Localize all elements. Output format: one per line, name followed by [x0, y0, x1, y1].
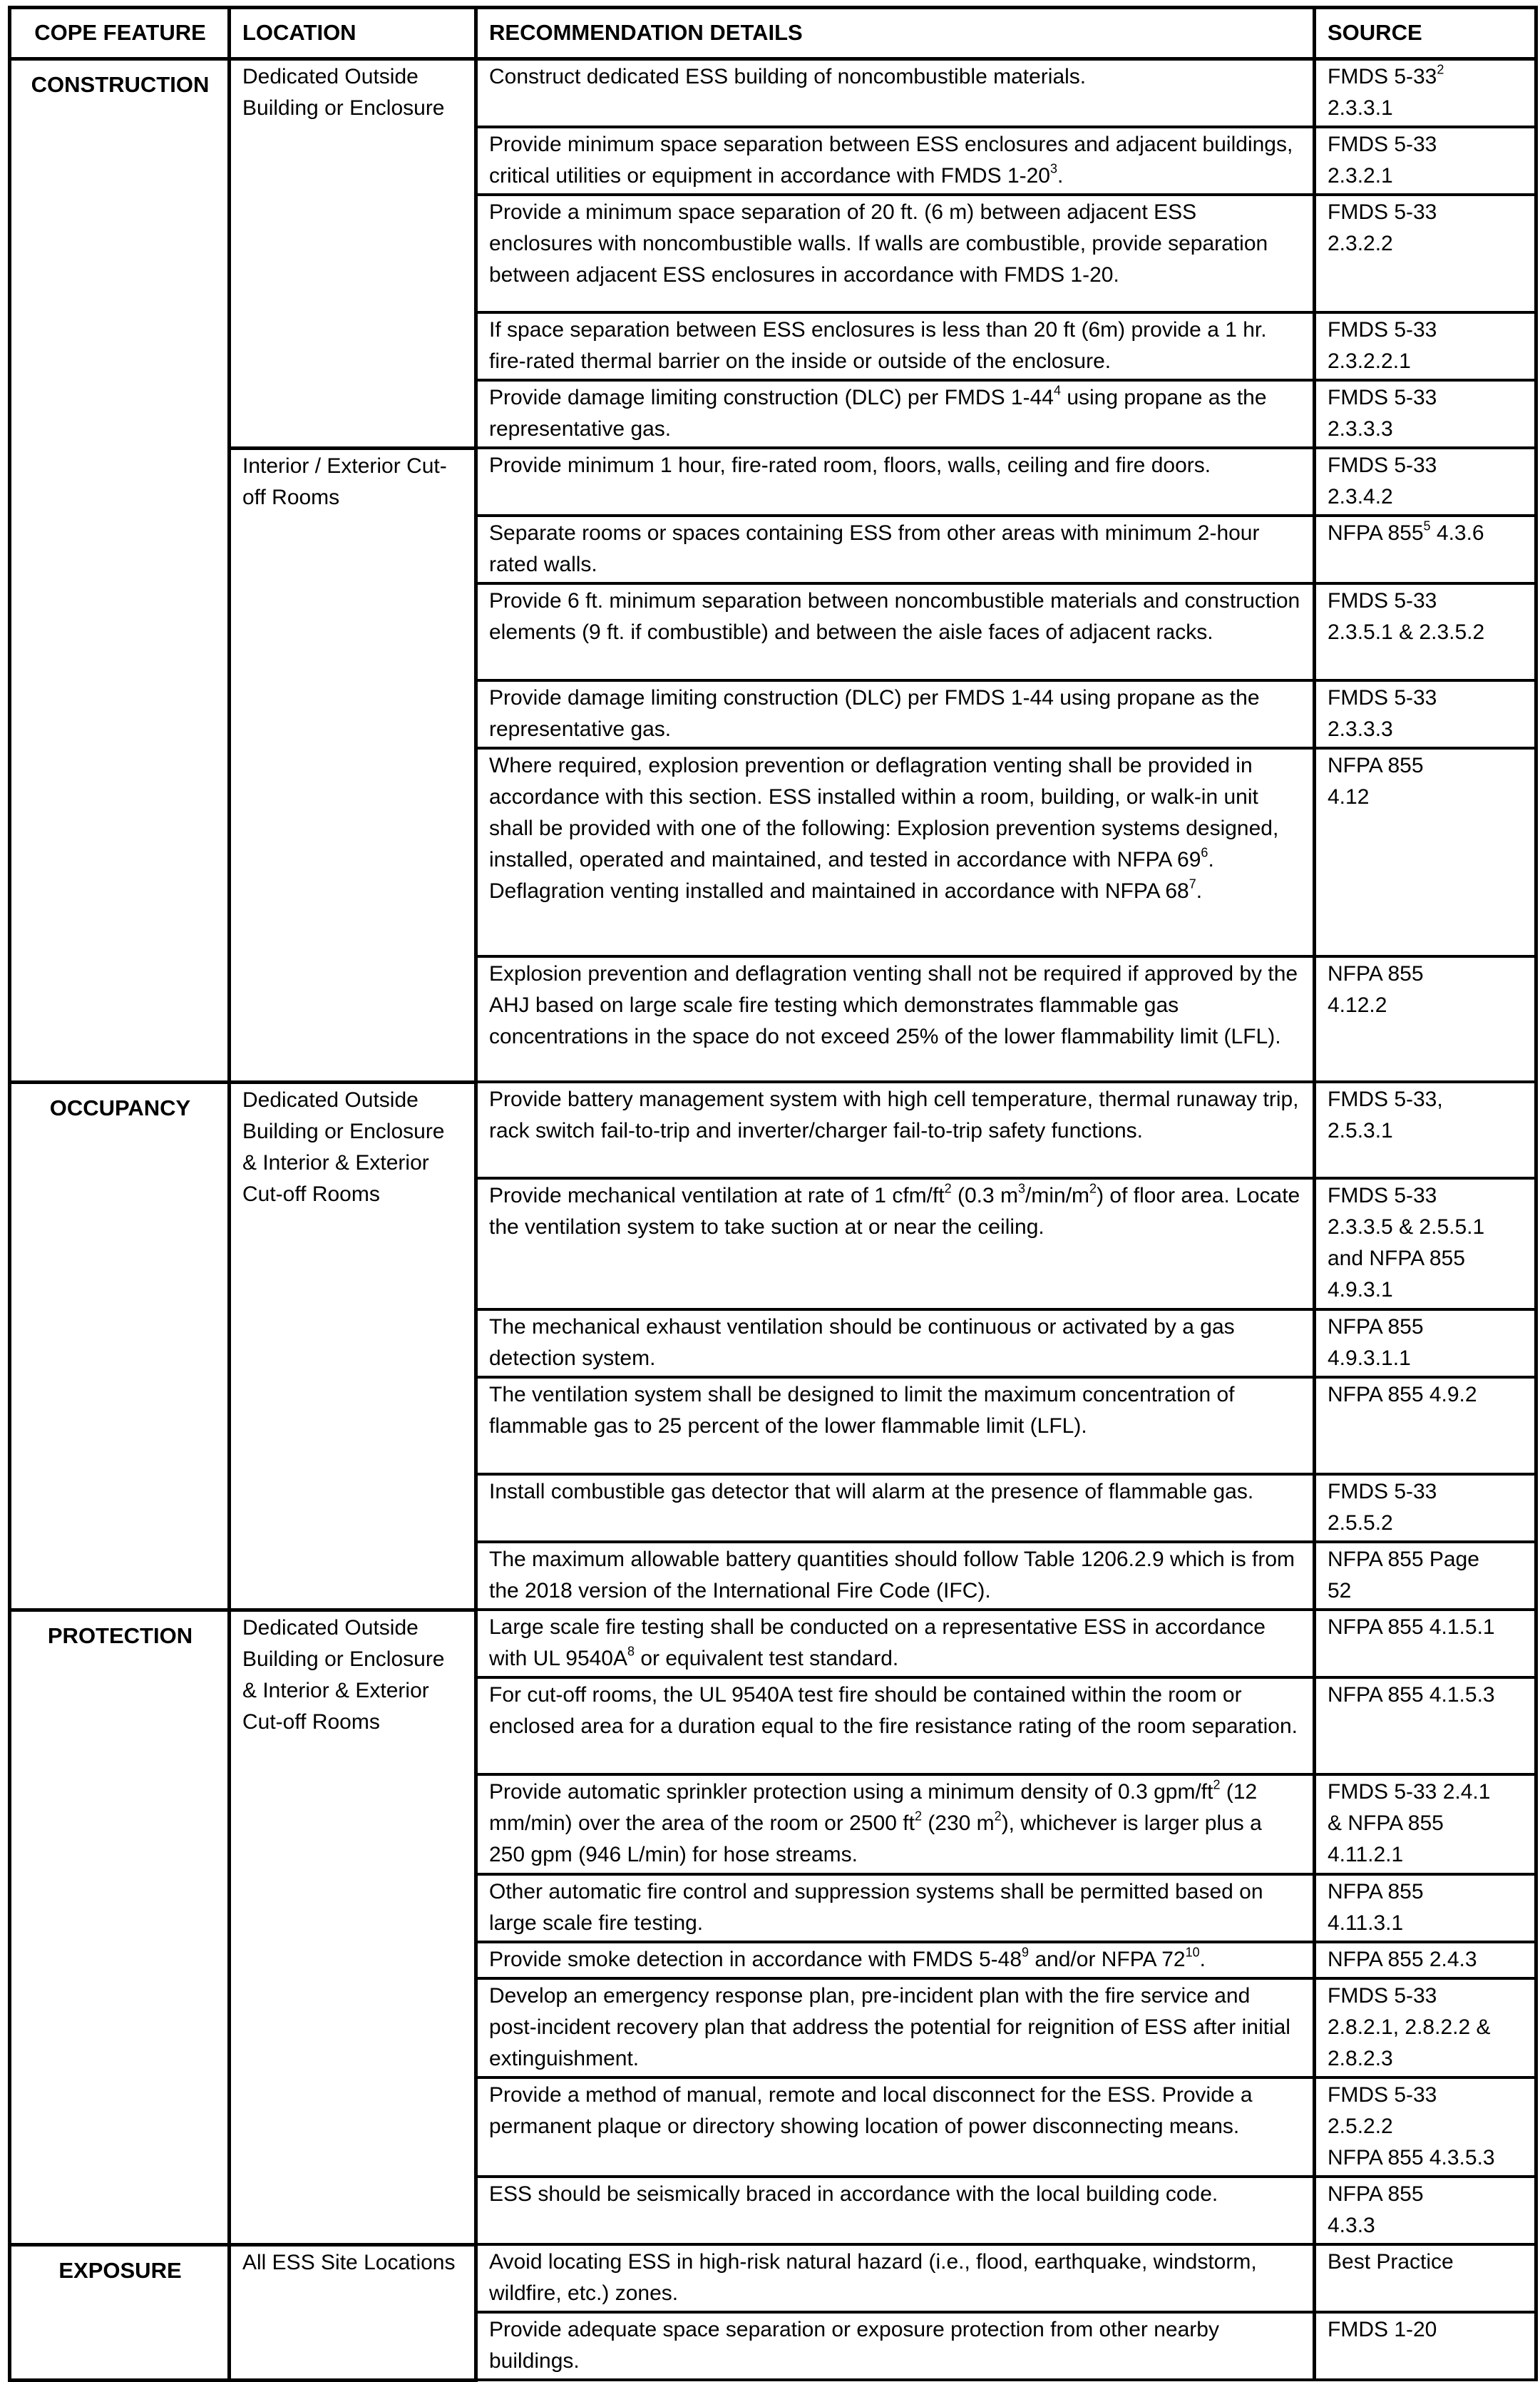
recommendation-detail-cell: Provide damage limiting construction (DLC) per FMDS 1-44 using propane as the representative gas.: [476, 680, 1315, 748]
source-cell: NFPA 855 4.12.2: [1315, 956, 1536, 1082]
recommendation-detail-cell: Provide a method of manual, remote and local disconnect for the ESS. Provide a permanent plaque or directory showing location of power disconnecting means.: [476, 2077, 1315, 2177]
recommendation-detail-cell: If space separation between ESS enclosures is less than 20 ft (6m) provide a 1 hr. fire-rated thermal barrier on the inside or outside of the enclosure.: [476, 312, 1315, 380]
table-row: [10, 448, 1536, 516]
source-cell: FMDS 5-33 2.3.2.2.1: [1315, 312, 1536, 380]
location-cell: All ESS Site Locations: [230, 2244, 476, 2380]
source-cell: NFPA 855 4.12: [1315, 748, 1536, 956]
recommendation-detail-cell: Separate rooms or spaces containing ESS from other areas with minimum 2-hour rated walls.: [476, 516, 1315, 583]
source-cell: FMDS 5-33 2.3.3.5 & 2.5.5.1 and NFPA 855 4.9.3.1: [1315, 1178, 1536, 1309]
table-body: [10, 59, 1536, 2381]
recommendation-detail-cell: Provide minimum 1 hour, fire-rated room, floors, walls, ceiling and fire doors.: [476, 448, 1315, 516]
recommendation-detail-cell: Construct dedicated ESS building of noncombustible materials.: [476, 59, 1315, 128]
table-row: [10, 2244, 1536, 2312]
cope-recommendations-table: [8, 6, 1538, 2382]
source-cell: FMDS 5-33 2.3.2.1: [1315, 127, 1536, 195]
source-cell: NFPA 855 4.3.3: [1315, 2177, 1536, 2244]
recommendation-detail-cell: Provide battery management system with high cell temperature, thermal runaway trip, rack switch fail-to-trip and inverter/charger fail-to-trip safety functions.: [476, 1082, 1315, 1178]
recommendation-detail-cell: Develop an emergency response plan, pre-incident plan with the fire service and post-incident recovery plan that address the potential for reignition of ESS after initial extinguishment.: [476, 1978, 1315, 2077]
recommendation-detail-cell: The ventilation system shall be designed to limit the maximum concentration of flammable gas to 25 percent of the lower flammable limit (LFL).: [476, 1377, 1315, 1474]
source-cell: FMDS 5-33 2.3.3.3: [1315, 380, 1536, 448]
source-cell: NFPA 855 4.1.5.1: [1315, 1610, 1536, 1677]
recommendation-detail-cell: Where required, explosion prevention or deflagration venting shall be provided in accordance with this section. ESS installed within a room, building, or walk-in unit shall be provided with one of the following: Explosion prevention systems designed, installed, operated and maintained, and tested in accordance with NFPA $69^6$. Deflagration venting installed and maintained in accordance with NFPA $68^7$.: [476, 748, 1315, 956]
header-recommendation-details: RECOMMENDATION DETAILS: [476, 8, 1315, 59]
source-cell: FMDS 5-33 2.4.1 & NFPA 855 4.11.2.1: [1315, 1774, 1536, 1874]
location-cell: Dedicated Outside Building or Enclosure & Interior & Exterior Cut-off Rooms: [230, 1082, 476, 1610]
source-cell: NFPA 855 4.11.3.1: [1315, 1874, 1536, 1942]
recommendation-detail-cell: Provide a minimum space separation of 20 ft. (6 m) between adjacent ESS enclosures with noncombustible walls. If walls are combustible, provide separation between adjacent ESS enclosures in accordance with FMDS 1-20.: [476, 195, 1315, 312]
source-cell: FMDS $5-33^2$ 2.3.3.1: [1315, 59, 1536, 128]
source-cell: FMDS 5-33 2.5.2.2 NFPA 855 4.3.5.3: [1315, 2077, 1536, 2177]
recommendation-detail-cell: ESS should be seismically braced in accordance with the local building code.: [476, 2177, 1315, 2244]
table-row: [10, 1610, 1536, 1677]
recommendation-detail-cell: Provide mechanical ventilation at rate of 1 cfm/$ft^2$ (0.3 $m^3/\min/m^2$) of floor area. Locate the ventilation system to take suction at or near the ceiling.: [476, 1178, 1315, 1309]
recommendation-detail-cell: The mechanical exhaust ventilation should be continuous or activated by a gas detection system.: [476, 1309, 1315, 1377]
source-cell: NFPA 855 2.4.3: [1315, 1942, 1536, 1978]
table-row: [10, 1082, 1536, 1178]
location-cell: Dedicated Outside Building or Enclosure & Interior & Exterior Cut-off Rooms: [230, 1610, 476, 2244]
recommendation-detail-cell: For cut-off rooms, the UL 9540A test fire should be contained within the room or enclosed area for a duration equal to the fire resistance rating of the room separation.: [476, 1677, 1315, 1774]
source-cell: FMDS 5-33 2.3.2.2: [1315, 195, 1536, 312]
source-cell: NFPA 855 4.9.3.1.1: [1315, 1309, 1536, 1377]
header-cope-feature: COPE FEATURE: [10, 8, 230, 59]
source-cell: FMDS 5-33 2.8.2.1, 2.8.2.2 & 2.8.2.3: [1315, 1978, 1536, 2077]
source-cell: Best Practice: [1315, 2244, 1536, 2312]
cope-feature-cell: CONSTRUCTION: [10, 59, 230, 1083]
header-location: LOCATION: [230, 8, 476, 59]
source-cell: NFPA $855^5$ 4.3.6: [1315, 516, 1536, 583]
recommendation-detail-cell: Provide smoke detection in accordance with FMDS $5-48^9$ and/or NFPA $72^{10}$.: [476, 1942, 1315, 1978]
location-cell: Dedicated Outside Building or Enclosure: [230, 59, 476, 449]
source-cell: FMDS 5-33 2.3.4.2: [1315, 448, 1536, 516]
source-cell: NFPA 855 4.9.2: [1315, 1377, 1536, 1474]
table-row: [10, 59, 1536, 128]
source-cell: NFPA 855 4.1.5.3: [1315, 1677, 1536, 1774]
recommendation-detail-cell: Provide adequate space separation or exposure protection from other nearby buildings.: [476, 2312, 1315, 2380]
source-cell: FMDS 1-20: [1315, 2312, 1536, 2380]
recommendation-detail-cell: Install combustible gas detector that will alarm at the presence of flammable gas.: [476, 1474, 1315, 1542]
recommendation-detail-cell: Provide minimum space separation between ESS enclosures and adjacent buildings, critical utilities or equipment in accordance with FMDS $1-20^3$.: [476, 127, 1315, 195]
recommendation-detail-cell: Provide 6 ft. minimum separation between noncombustible materials and construction elements (9 ft. if combustible) and between the aisle faces of adjacent racks.: [476, 583, 1315, 680]
recommendation-detail-cell: Provide damage limiting construction (DLC) per FMDS $1-44^4$ using propane as the representative gas.: [476, 380, 1315, 448]
recommendation-detail-cell: Other automatic fire control and suppression systems shall be permitted based on large scale fire testing.: [476, 1874, 1315, 1942]
recommendation-detail-cell: Explosion prevention and deflagration venting shall not be required if approved by the AHJ based on large scale fire testing which demonstrates flammable gas concentrations in the space do not exceed 25% of the lower flammability limit (LFL).: [476, 956, 1315, 1082]
source-cell: NFPA 855 Page 52: [1315, 1542, 1536, 1610]
recommendation-detail-cell: The maximum allowable battery quantities should follow Table 1206.2.9 which is from the 2018 version of the International Fire Code (IFC).: [476, 1542, 1315, 1610]
source-cell: FMDS 5-33 2.3.3.3: [1315, 680, 1536, 748]
cope-feature-cell: OCCUPANCY: [10, 1082, 230, 1610]
recommendation-detail-cell: Avoid locating ESS in high-risk natural hazard (i.e., flood, earthquake, windstorm, wildfire, etc.) zones.: [476, 2244, 1315, 2312]
header-row: [10, 8, 1536, 59]
location-cell: Interior / Exterior Cut-off Rooms: [230, 448, 476, 1082]
cope-feature-cell: PROTECTION: [10, 1610, 230, 2244]
source-cell: FMDS 5-33 2.5.5.2: [1315, 1474, 1536, 1542]
cope-feature-cell: EXPOSURE: [10, 2244, 230, 2380]
recommendation-detail-cell: Provide automatic sprinkler protection using a minimum density of 0.3 gpm/$ft^2$ (12 mm/min) over the area of the room or 2500 $ft^2$ (230 $m^2$), whichever is larger plus a 250 gpm (946 L/min) for hose streams.: [476, 1774, 1315, 1874]
recommendation-detail-cell: Large scale fire testing shall be conducted on a representative ESS in accordance with UL $9540A^8$ or equivalent test standard.: [476, 1610, 1315, 1677]
source-cell: FMDS 5-33, 2.5.3.1: [1315, 1082, 1536, 1178]
source-cell: FMDS 5-33 2.3.5.1 & 2.3.5.2: [1315, 583, 1536, 680]
header-source: SOURCE: [1315, 8, 1536, 59]
